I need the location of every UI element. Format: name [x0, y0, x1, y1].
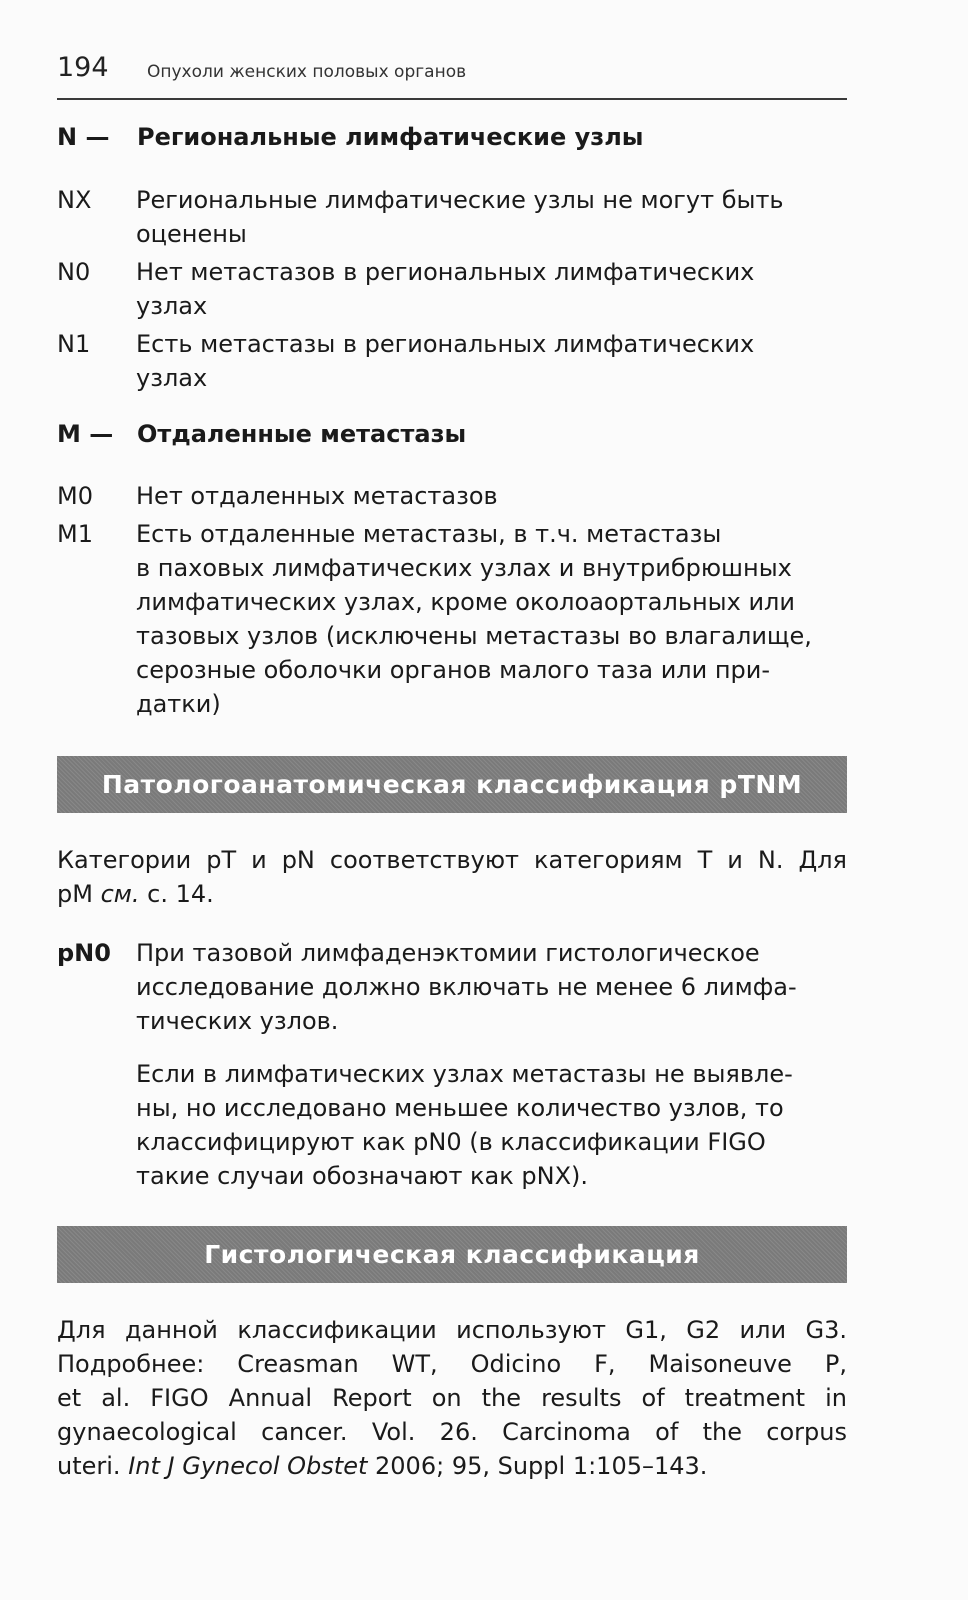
entry-text	[136, 327, 847, 395]
n-heading-code: N —	[57, 123, 110, 151]
text-line: Нет отдаленных метастазов	[136, 482, 498, 510]
entry-m0	[57, 479, 847, 513]
page-number: 194	[57, 52, 109, 83]
text-line: gynaecological cancer. Vol. 26. Carcinoma of the corpus	[57, 1418, 847, 1446]
entry-nx	[57, 183, 847, 251]
text-line: Есть метастазы в региональных лимфатических	[136, 330, 755, 358]
m-section-heading	[57, 420, 466, 448]
entry-text	[136, 936, 847, 1038]
text-line: ны, но исследовано меньшее количество узлов, то	[136, 1094, 784, 1122]
page-header	[57, 50, 847, 100]
ptnm-section-bar: Патологоанатомическая классификация pTNM	[57, 756, 847, 813]
entry-m1	[57, 517, 847, 721]
n-section-heading	[57, 123, 644, 151]
text-line: классифицируют как pN0 (в классификации FIGO	[136, 1128, 766, 1156]
entry-code: N1	[57, 330, 91, 358]
entry-text	[136, 255, 847, 323]
text-line: тазовых узлов (исключены метастазы во влагалище,	[136, 622, 812, 650]
text-line	[57, 877, 847, 911]
histology-section-bar: Гистологическая классификация	[57, 1226, 847, 1283]
text-line: в паховых лимфатических узлах и внутрибрюшных	[136, 554, 792, 582]
entry-text	[136, 517, 847, 721]
text-fragment: uteri.	[57, 1452, 129, 1480]
ptnm-intro-paragraph	[57, 843, 847, 911]
journal-title: Int J Gynecol Obstet	[128, 1452, 368, 1480]
entry-code: M1	[57, 520, 93, 548]
entry-n1	[57, 327, 847, 395]
entry-text	[136, 479, 847, 513]
text-fragment: 2006; 95, Suppl 1:105–143.	[367, 1452, 708, 1480]
entry-code: NX	[57, 186, 92, 214]
text-line: et al. FIGO Annual Report on the results of treatment in	[57, 1384, 847, 1412]
text-line: Категории pT и pN соответствуют категориям T и N. Для	[57, 846, 847, 874]
text-line: Подробнее: Creasman WT, Odicino F, Maisoneuve P,	[57, 1350, 847, 1378]
n-heading-title: Региональные лимфатические узлы	[137, 123, 644, 151]
text-line: датки)	[136, 690, 221, 718]
text-line: Региональные лимфатические узлы не могут быть	[136, 186, 784, 214]
entry-code: M0	[57, 482, 93, 510]
see-reference: см.	[100, 880, 140, 908]
entry-pn0-continuation	[57, 1057, 847, 1193]
text-line: серозные оболочки органов малого таза или при-	[136, 656, 771, 684]
entry-n0	[57, 255, 847, 323]
text-line: Нет метастазов в региональных лимфатических	[136, 258, 755, 286]
entry-pn0	[57, 936, 847, 1038]
text-line: Если в лимфатических узлах метастазы не выявле-	[136, 1060, 793, 1088]
entry-text	[136, 1057, 847, 1193]
entry-text	[136, 183, 847, 251]
text-fragment: с. 14.	[139, 880, 214, 908]
entry-code: N0	[57, 258, 91, 286]
text-line: узлах	[136, 292, 208, 320]
text-line: При тазовой лимфаденэктомии гистологическое	[136, 939, 760, 967]
entry-code: pN0	[57, 939, 111, 967]
text-line: Для данной классификации используют G1, G2 или G3.	[57, 1316, 847, 1344]
text-line: Есть отдаленные метастазы, в т.ч. метастазы	[136, 520, 722, 548]
text-line: узлах	[136, 364, 208, 392]
running-title: Опухоли женских половых органов	[147, 62, 467, 82]
histology-paragraph	[57, 1313, 847, 1483]
text-line: исследование должно включать не менее 6 лимфа-	[136, 973, 797, 1001]
m-heading-code: M —	[57, 420, 114, 448]
text-line: оценены	[136, 220, 247, 248]
text-fragment: pM	[57, 880, 101, 908]
text-line: такие случаи обозначают как pNX).	[136, 1162, 589, 1190]
m-heading-title: Отдаленные метастазы	[137, 420, 467, 448]
text-line: лимфатических узлах, кроме околоаортальных или	[136, 588, 795, 616]
text-line: тических узлов.	[136, 1007, 339, 1035]
text-line	[57, 1449, 847, 1483]
